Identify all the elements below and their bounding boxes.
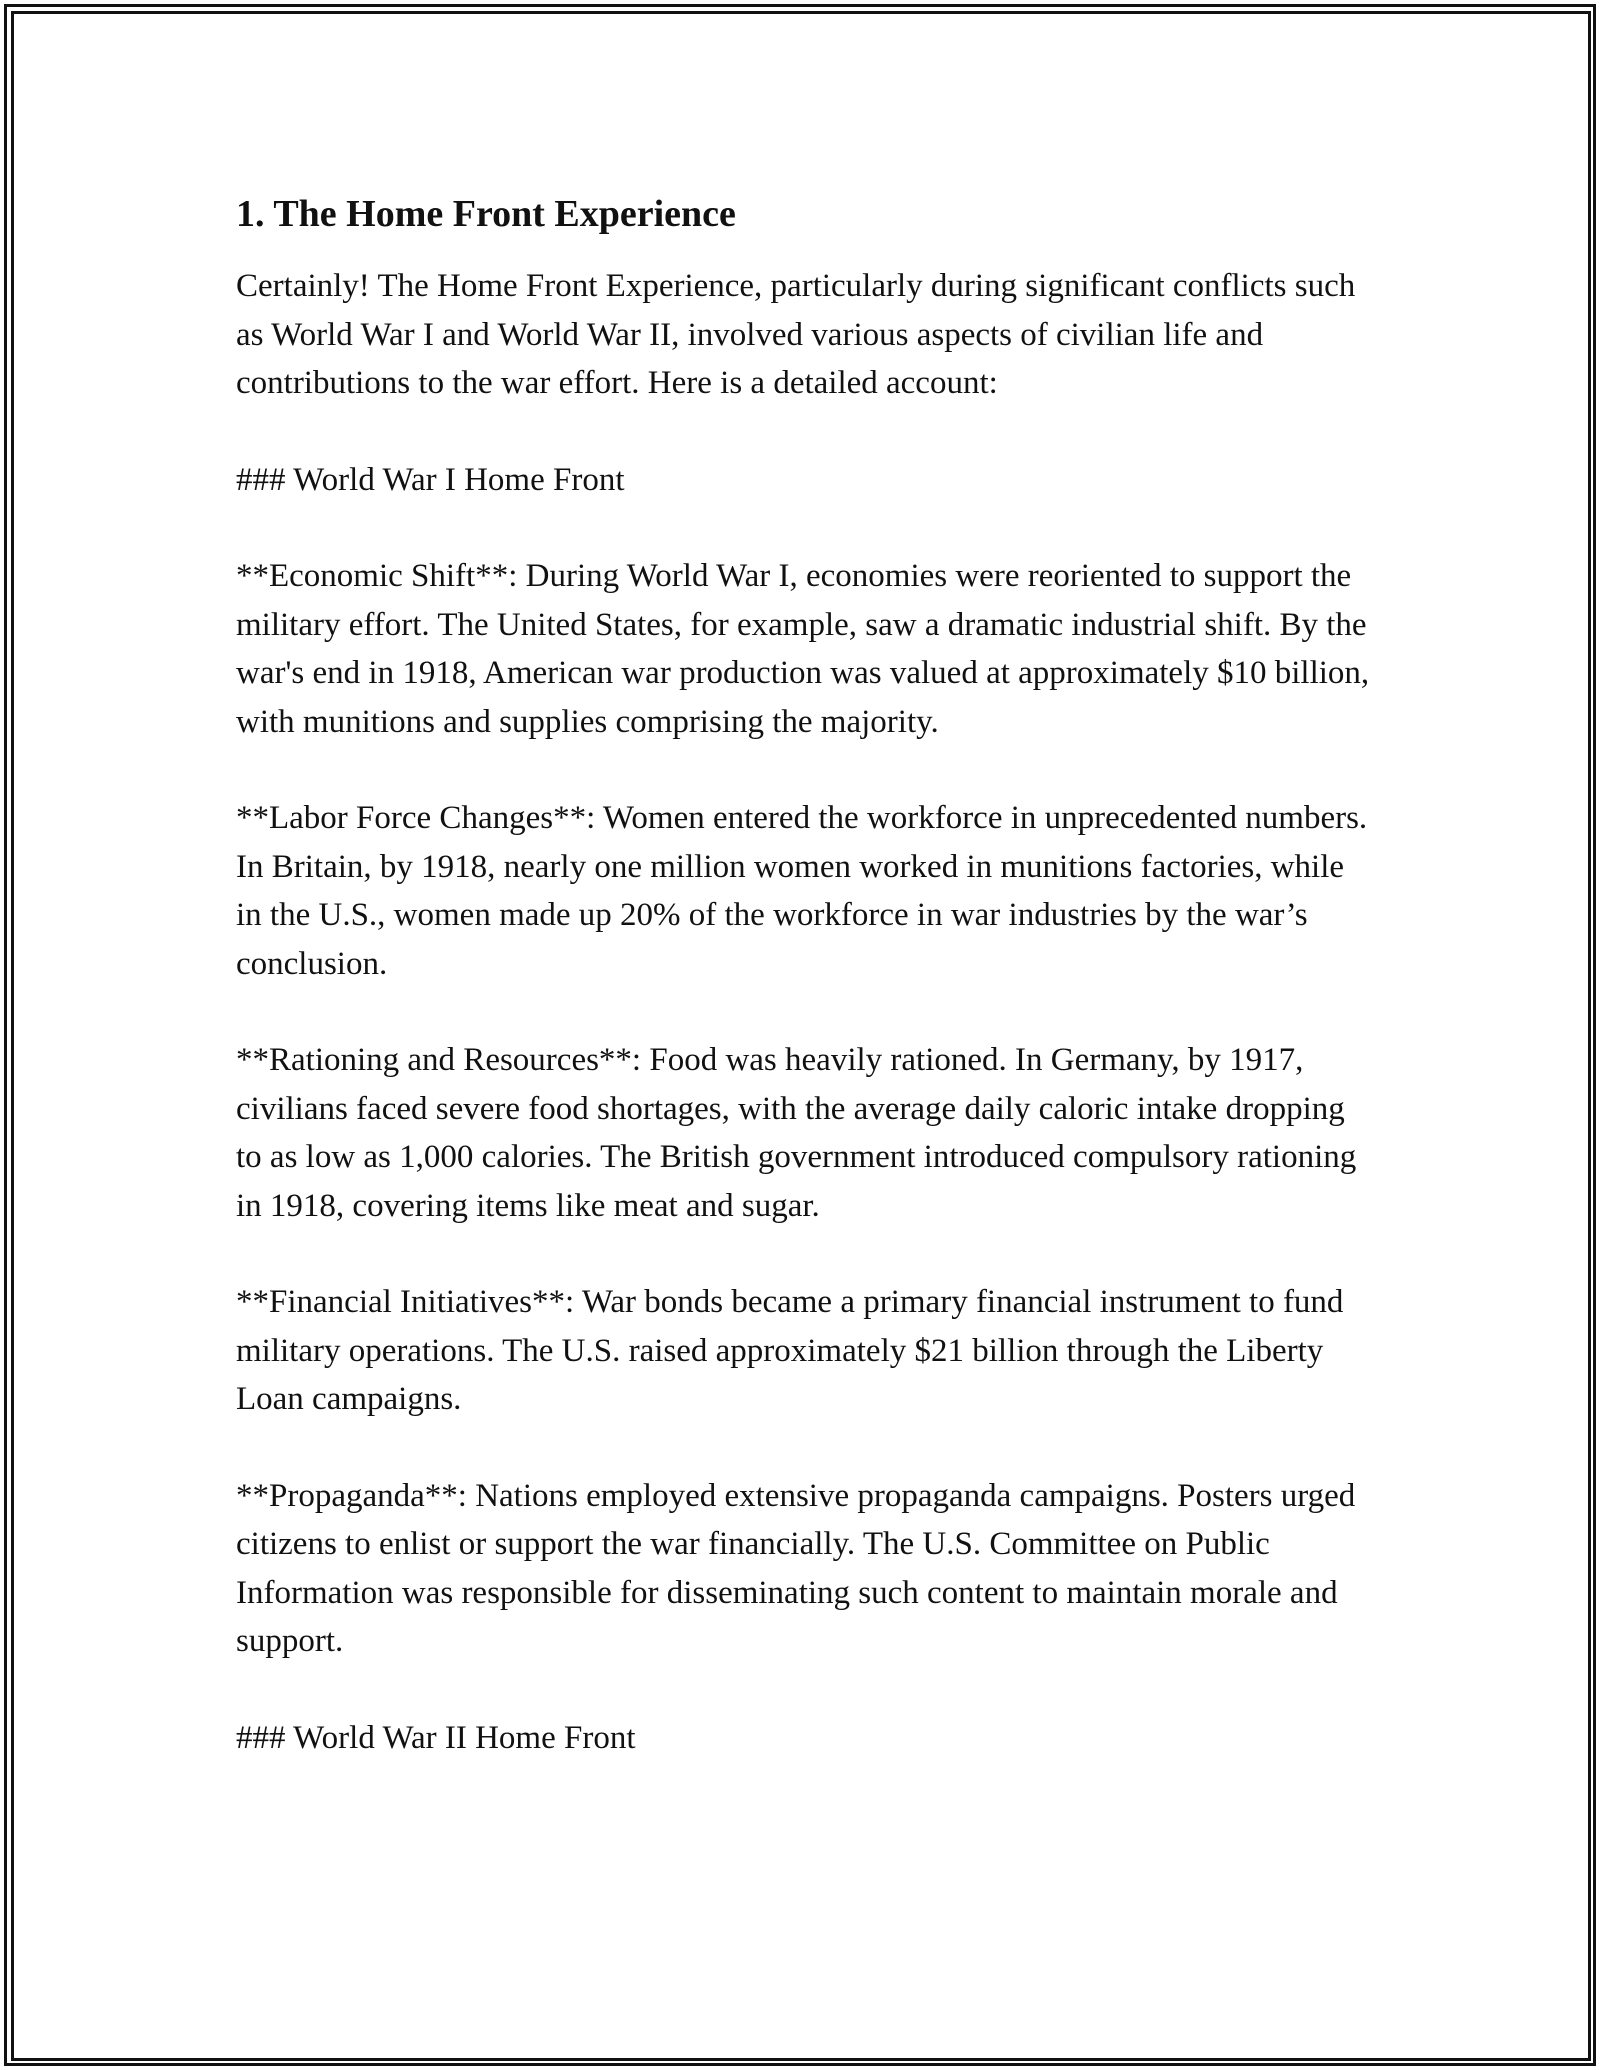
ww1-subheading: ### World War I Home Front xyxy=(236,461,625,498)
labor-force-paragraph: **Labor Force Changes**: Women entered the workforce in unprecedented numbers. In Britain, by 1918, nearly one million women worked in munitions factories, while in the U.S., women made up 20% of the workforce in war industries by the war’s conclusion. xyxy=(236,800,1368,982)
rationing-paragraph: **Rationing and Resources**: Food was heavily rationed. In Germany, by 1917, civilians faced severe food shortages, with the average daily caloric intake dropping to as low as 1,000 calories. The British government introduced compulsory rationing in 1918, covering items like meat and sugar. xyxy=(236,1042,1357,1224)
intro-paragraph: Certainly! The Home Front Experience, particularly during significant conflicts such as World War I and World War II, involved various aspects of civilian life and contributions to the war effort. Here is a detailed account: xyxy=(236,268,1356,401)
section-heading: 1. The Home Front Experience xyxy=(236,193,736,235)
economic-shift-paragraph: **Economic Shift**: During World War I, economies were reoriented to support the military effort. The United States, for example, saw a dramatic industrial shift. By the war's end in 1918, American war production was valued at approximately $10 billion, with munitions and supplies comprising the majority. xyxy=(236,558,1370,740)
propaganda-paragraph: **Propaganda**: Nations employed extensive propaganda campaigns. Posters urged citizens to enlist or support the war financially. The U.S. Committee on Public Information was responsible for disseminating such content to maintain morale and support. xyxy=(236,1477,1356,1659)
document-body xyxy=(236,188,1376,1810)
financial-initiatives-paragraph: **Financial Initiatives**: War bonds became a primary financial instrument to fund military operations. The U.S. raised approximately $21 billion through the Liberty Loan campaigns. xyxy=(236,1284,1344,1417)
ww2-subheading: ### World War II Home Front xyxy=(236,1719,636,1756)
